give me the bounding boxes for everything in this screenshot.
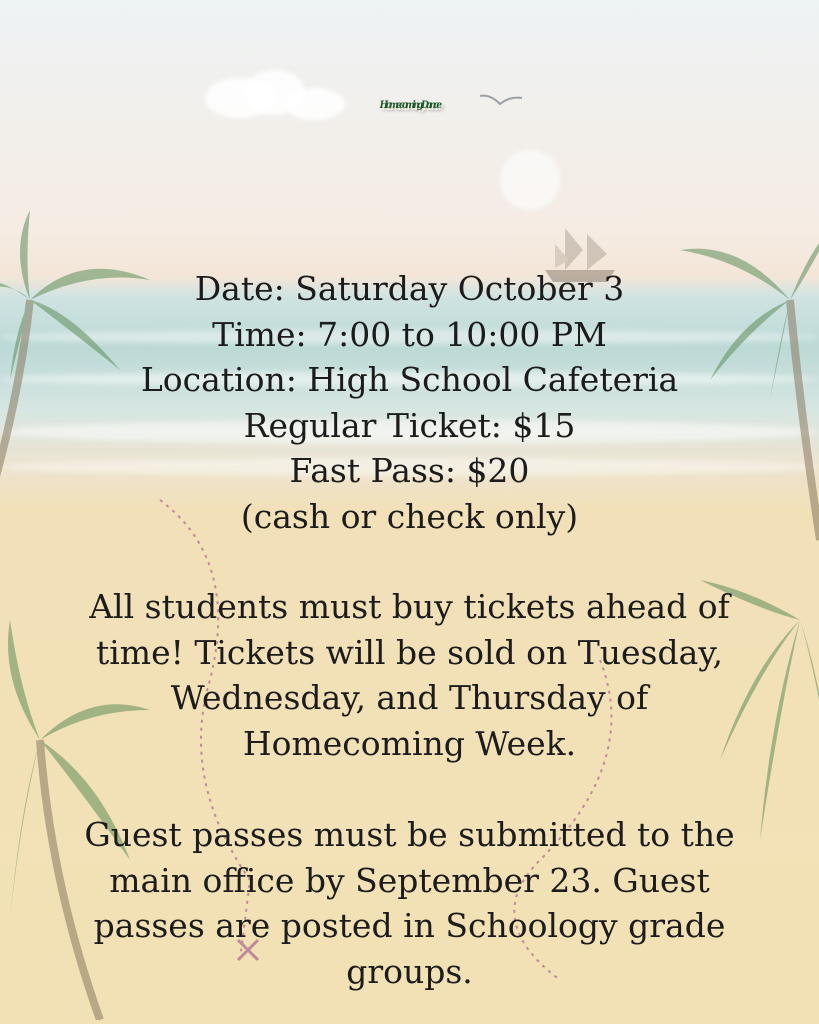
paragraph-line: Homecoming Week. bbox=[242, 723, 577, 763]
paragraph-line: main office by September 23. Guest bbox=[109, 860, 710, 900]
event-time: Time: 7:00 to 10:00 PM bbox=[212, 314, 607, 354]
event-date: Date: Saturday October 3 bbox=[194, 269, 625, 308]
fast-pass-price: Fast Pass: $20 bbox=[289, 451, 530, 490]
page-title: Homecoming Dance bbox=[379, 100, 440, 111]
event-location: Location: High School Cafeteria bbox=[140, 360, 679, 399]
paragraph-line: groups. bbox=[346, 951, 473, 991]
guest-pass-paragraph bbox=[40, 812, 779, 994]
payment-note: (cash or check only) bbox=[240, 496, 579, 536]
paragraph-line: Wednesday, and Thursday of bbox=[170, 678, 649, 717]
paragraph-line: Guest passes must be submitted to the bbox=[84, 815, 735, 854]
paragraph-line: time! Tickets will be sold on Tuesday, bbox=[95, 632, 724, 672]
paragraph-line: All students must buy tickets ahead of bbox=[89, 587, 730, 626]
ticket-sales-paragraph bbox=[40, 584, 779, 766]
cloud-icon bbox=[500, 150, 560, 210]
paragraph-line: passes are posted in Schoology grade bbox=[93, 906, 726, 945]
event-details bbox=[0, 266, 819, 539]
regular-ticket-price: Regular Ticket: $15 bbox=[243, 405, 576, 445]
